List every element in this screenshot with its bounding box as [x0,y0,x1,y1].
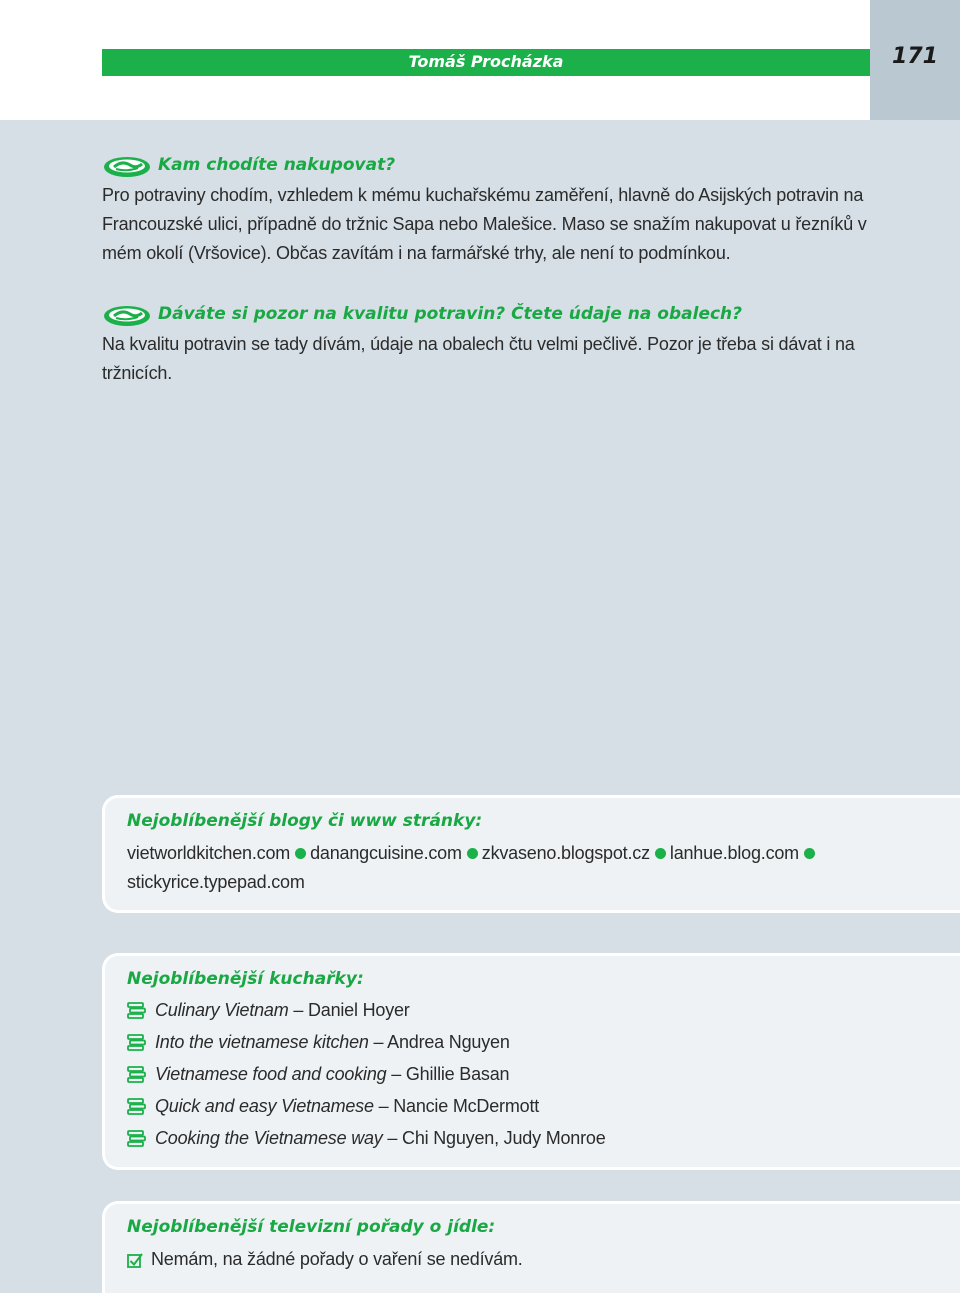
cookbook-author: – Nancie McDermott [373,1096,540,1116]
cookbook-title: Quick and easy Vietnamese [155,1096,374,1116]
cookbook-item [127,1000,410,1021]
cookbook-title: Culinary Vietnam [155,1000,289,1020]
question [102,151,882,181]
plate-icon [102,302,152,328]
blogs-title: Nejoblíbenější blogy či www stránky: [127,811,483,831]
question-text: Dáváte si pozor na kvalitu potravin? Čtete údaje na obalech? [158,304,743,324]
blogs-line [127,843,819,864]
cookbook-title: Into the vietnamese kitchen [155,1032,369,1052]
cookbook-title: Cooking the Vietnamese way [155,1128,383,1148]
tv-text: Nemám, na žádné pořady o vaření se nedívám. [151,1249,523,1269]
bullet-icon [295,848,306,859]
blogs-line [127,872,305,893]
blog-link[interactable]: stickyrice.typepad.com [127,872,305,892]
cookbook-title: Vietnamese food and cooking [155,1064,387,1084]
question-text: Kam chodíte nakupovat? [158,155,396,175]
blog-link[interactable]: lanhue.blog.com [669,843,799,863]
cookbook-author: – Ghillie Basan [386,1064,510,1084]
book-stack-icon [127,1064,147,1084]
author-name: Tomáš Procházka [408,52,564,71]
bullet-icon [655,848,666,859]
qa-block [102,151,882,268]
cookbook-item [127,1064,509,1085]
blog-link[interactable]: vietworldkitchen.com [127,843,291,863]
cookbook-item [127,1128,606,1149]
bullet-icon [467,848,478,859]
page-number: 171 [892,44,938,69]
book-stack-icon [127,1096,147,1116]
checkbox-icon [127,1252,143,1268]
book-stack-icon [127,1128,147,1148]
cookbooks-card [102,953,960,1170]
tv-item [127,1249,523,1270]
blog-link[interactable]: zkvaseno.blogspot.cz [481,843,650,863]
page-number-box [870,0,960,120]
answer-text: Pro potraviny chodím, vzhledem k mému kuchařskému zaměření, hlavně do Asijských potravin na Francouzské ulici, případně do tržnic Sapa nebo Malešice. Maso se snažím nakupovat u řezníků v mém okolí (Vršovice). Občas zavítám i na farmářské trhy, ale není to podmínkou. [102,185,867,263]
cookbook-author: – Chi Nguyen, Judy Monroe [382,1128,606,1148]
cookbook-author: – Daniel Hoyer [288,1000,410,1020]
cookbook-item [127,1032,510,1053]
cookbooks-title: Nejoblíbenější kuchařky: [127,969,364,989]
cookbook-author: – Andrea Nguyen [368,1032,510,1052]
answer-text: Na kvalitu potravin se tady dívám, údaje na obalech čtu velmi pečlivě. Pozor je třeba si dávat i na tržnicích. [102,334,855,383]
bullet-icon [804,848,815,859]
cookbook-item [127,1096,539,1117]
question [102,300,882,330]
blog-link[interactable]: danangcuisine.com [310,843,462,863]
qa-block [102,300,882,388]
tv-card [102,1201,960,1293]
header-bar [102,49,870,76]
book-stack-icon [127,1000,147,1020]
book-stack-icon [127,1032,147,1052]
plate-icon [102,153,152,179]
blogs-card [102,795,960,913]
tv-title: Nejoblíbenější televizní pořady o jídle: [127,1217,496,1237]
